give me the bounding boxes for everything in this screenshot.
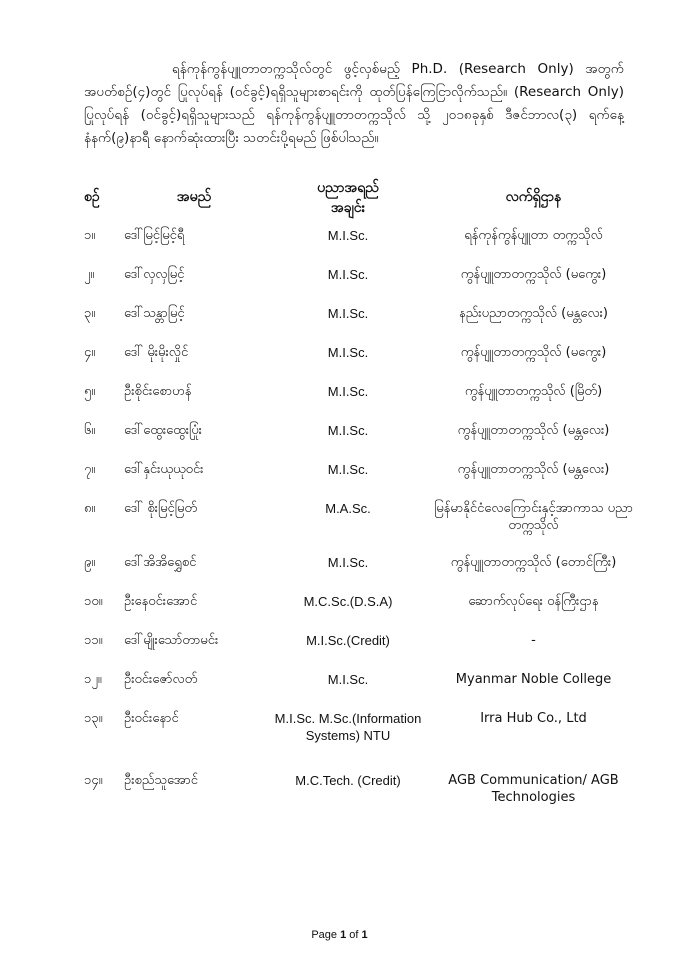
table-row	[80, 772, 635, 822]
row-degree: M.I.Sc.	[327, 423, 369, 438]
row-place: ကွန်ပျူတာတက္ကသိုလ် (မြိတ်)	[464, 384, 603, 399]
row-place: ကွန်ပျူတာတက္ကသိုလ် (မကွေး)	[460, 267, 607, 282]
row-number: ၁၄။	[84, 773, 103, 788]
row-number: ၁၂။	[84, 672, 102, 687]
row-number: ၁၀။	[84, 594, 103, 609]
row-place: ကွန်ပျူတာတက္ကသိုလ် (မန္တလေး)	[457, 462, 610, 477]
row-place: နည်းပညာတက္ကသိုလ် (မန္တလေး)	[458, 306, 609, 321]
table-header-row	[80, 175, 635, 227]
row-place: AGB Communication/ AGB Technologies	[448, 773, 619, 805]
row-name: ဒေါ်မြင့်မြင့်ရီ	[124, 228, 185, 243]
footer-page-number: 1	[340, 929, 347, 941]
row-name: ဒေါ်သန္တာမြင့်	[124, 306, 185, 321]
row-name: ဒေါ် စိုးမြင့်မြတ်	[124, 501, 198, 516]
table-row	[80, 671, 635, 710]
header-degree-line1: ပညာအရည်	[317, 179, 379, 195]
row-number: ၇။	[84, 462, 96, 477]
table-row	[80, 500, 635, 554]
row-place: ရန်ကုန်ကွန်ပျူတာ တက္ကသိုလ်	[464, 228, 603, 243]
header-degree-line2: အချင်း	[330, 199, 366, 215]
header-degree	[264, 175, 432, 227]
row-degree: M.A.Sc.	[325, 501, 371, 516]
row-place: ကွန်ပျူတာတက္ကသိုလ် (တောင်ကြီး)	[450, 555, 617, 570]
row-place: -	[531, 633, 536, 648]
row-name: ဒေါ်နှင်းယုယုဝင်း	[124, 462, 204, 477]
row-number: ၂။	[84, 267, 95, 282]
row-name: ဒေါ်အိအိရွှေစင်	[124, 555, 197, 570]
row-name: ဒေါ်မျိုးသော်တာမင်း	[124, 633, 219, 648]
row-place: ကွန်ပျူတာတက္ကသိုလ် (မကွေး)	[460, 345, 607, 360]
row-number: ၃။	[84, 306, 96, 321]
row-name: ဦးစိုင်းစောဟန်	[124, 384, 192, 399]
table-row	[80, 554, 635, 593]
table-row	[80, 227, 635, 266]
row-name: ဦးဝင်းနောင်	[124, 711, 179, 726]
page-footer	[0, 929, 679, 941]
row-degree: M.I.Sc.	[327, 462, 369, 477]
footer-prefix: Page	[311, 929, 341, 941]
row-degree: M.I.Sc.	[327, 672, 369, 687]
row-name: ဦးဝင်းဇော်လတ်	[124, 672, 198, 687]
row-degree: M.I.Sc.	[327, 267, 369, 282]
row-degree: M.I.Sc.	[327, 345, 369, 360]
footer-of: of	[346, 929, 362, 941]
footer-page-total: 1	[361, 929, 368, 941]
table-row	[80, 710, 635, 772]
row-name: ဦးစည်သူအောင်	[124, 773, 199, 788]
table-row	[80, 266, 635, 305]
row-place: Irra Hub Co., Ltd	[480, 711, 587, 726]
row-degree: M.C.Sc.(D.S.A)	[303, 594, 393, 609]
row-number: ၁။	[84, 228, 96, 243]
table-row	[80, 305, 635, 344]
intro-paragraph: ရန်ကုန်ကွန်ပျူတာတက္ကသိုလ်တွင် ဖွင့်လှစ်မည့် Ph.D. (Research Only) အတွက် အပတ်စဉ်(၄)တွင် ပြုလုပ်ရန် (ဝင်ခွင့်)ရရှိသူများစာရင်းကို ထုတ်ပြန်ကြေငြာလိုက်သည်။ (Research Only) ပြုလုပ်ရန် (ဝင်ခွင့်)ရရှိသူများသည် ရန်ကုန်ကွန်ပျူတာတက္ကသိုလ် သို့ ၂၀၁၈ခုနှစ် ဒီဇင်ဘာလ(၃) ရက်နေ့ နံနက်(၉)နာရီ နောက်ဆုံးထားပြီး သတင်းပို့ရမည် ဖြစ်ပါသည်။	[84, 61, 624, 146]
row-degree: M.I.Sc.	[327, 555, 369, 570]
row-degree: M.I.Sc.	[327, 228, 369, 243]
row-degree: M.I.Sc. M.Sc.(Information Systems) NTU	[274, 711, 422, 743]
row-degree: M.I.Sc.	[327, 306, 369, 321]
row-name: ဦးနေဝင်းအောင်	[124, 594, 198, 609]
admission-list-table	[80, 175, 635, 822]
row-number: ၄။	[84, 345, 96, 360]
row-number: ၁၃။	[84, 711, 103, 726]
header-place: လက်ရှိဌာန	[505, 189, 562, 205]
table-row	[80, 593, 635, 632]
table-row	[80, 383, 635, 422]
row-name: ဒေါ်လှလှမြင့်	[124, 267, 185, 282]
row-number: ၅။	[84, 384, 96, 399]
table-row	[80, 632, 635, 671]
table-row	[80, 422, 635, 461]
row-name: ဒေါ်ထွေးထွေးပြုံး	[124, 423, 202, 438]
header-name: အမည်	[176, 189, 212, 205]
header-no: စဉ်	[84, 189, 100, 205]
row-place: Myanmar Noble College	[455, 672, 612, 687]
row-number: ၉။	[84, 555, 96, 570]
row-place: ဆောက်လုပ်ရေး ဝန်ကြီးဌာန	[468, 594, 599, 609]
table-row	[80, 461, 635, 500]
row-degree: M.I.Sc.(Credit)	[306, 633, 390, 648]
row-number: ၁၁။	[84, 633, 103, 648]
row-number: ၆။	[84, 423, 96, 438]
row-place: မြန်မာနိုင်ငံလေကြောင်းနှင့်အာကာသ ပညာတက္ကသိုလ်	[434, 501, 633, 533]
row-number: ၈။	[84, 501, 96, 516]
row-degree: M.I.Sc.	[327, 384, 369, 399]
table-row	[80, 344, 635, 383]
row-degree: M.C.Tech. (Credit)	[295, 773, 401, 788]
row-place: ကွန်ပျူတာတက္ကသိုလ် (မန္တလေး)	[457, 423, 610, 438]
row-name: ဒေါ် မိုးမိုးလှိုင်	[124, 345, 189, 360]
